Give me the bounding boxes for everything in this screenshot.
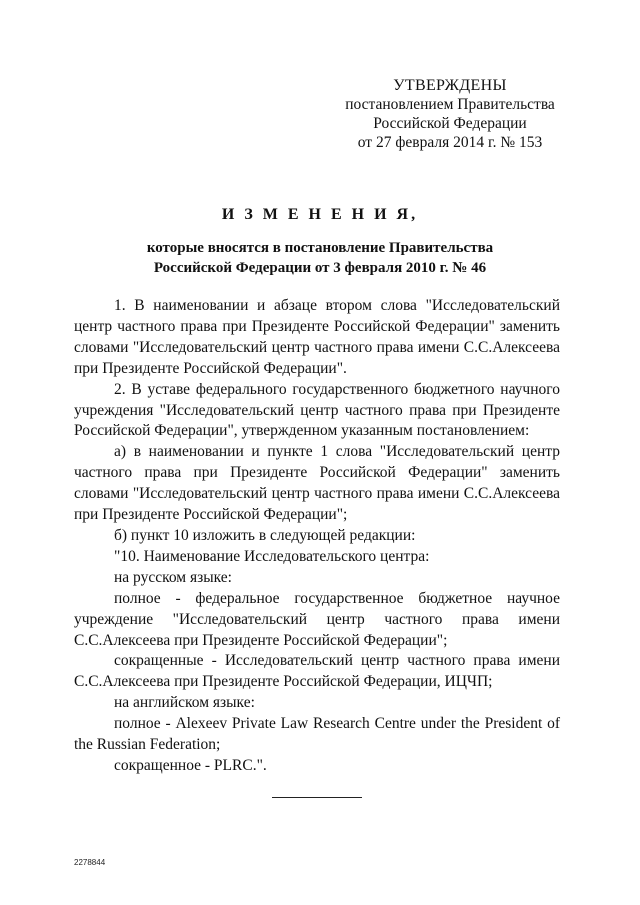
heading-title: И З М Е Н Е Н И Я, (221, 206, 419, 223)
paragraph: сокращенные - Исследовательский центр частного права имени С.С.Алексеева при Президенте Российской Федерации, ИЦЧП; (74, 652, 560, 691)
paragraph: полное - Alexeev Private Law Research Centre under the President of the Russian Federation; (74, 715, 560, 754)
approval-title: УТВЕРЖДЕНЫ (393, 77, 507, 94)
approval-line: Российской Федерации (373, 115, 527, 132)
heading-subtitle (60, 238, 580, 278)
paragraph: 1. В наименовании и абзаце втором слова "Исследовательский центр частного права при Президенте Российской Федерации" заменить словами "Исследовательский центр частного права имени С.С.Алексеева при Президенте Российской Федерации". (74, 297, 560, 377)
document-heading (60, 205, 580, 278)
approval-stamp (320, 76, 580, 152)
paragraph: на русском языке: (114, 568, 232, 586)
heading-subtitle-line: Российской Федерации от 3 февраля 2010 г. № 46 (153, 260, 487, 276)
end-divider (272, 797, 362, 798)
approval-line: от 27 февраля 2014 г. № 153 (357, 134, 543, 151)
document-code: 2278844 (74, 858, 106, 867)
paragraph: на английском языке: (114, 694, 255, 712)
paragraph: сокращенное - PLRC.". (114, 756, 267, 774)
heading-subtitle-line: которые вносятся в постановление Правительства (146, 240, 494, 256)
document-body (74, 296, 560, 777)
paragraph: "10. Наименование Исследовательского центра: (114, 547, 430, 565)
paragraph: а) в наименовании и пункте 1 слова "Исследовательский центр частного права при Президенте Российской Федерации" заменить словами "Исследовательский центр частного права имени С.С.Алексеева при Президенте Российской Федерации"; (74, 443, 560, 524)
paragraph: полное - федеральное государственное бюджетное научное учреждение "Исследовательский центр частного права имени С.С.Алексеева при Президенте Российской Федерации"; (74, 589, 560, 649)
approval-line: постановлением Правительства (345, 96, 555, 113)
paragraph: 2. В уставе федерального государственного бюджетного научного учреждения "Исследовательский центр частного права при Президенте Российской Федерации", утвержденном указанным постановлением: (74, 380, 560, 440)
paragraph: б) пункт 10 изложить в следующей редакции: (114, 526, 416, 544)
